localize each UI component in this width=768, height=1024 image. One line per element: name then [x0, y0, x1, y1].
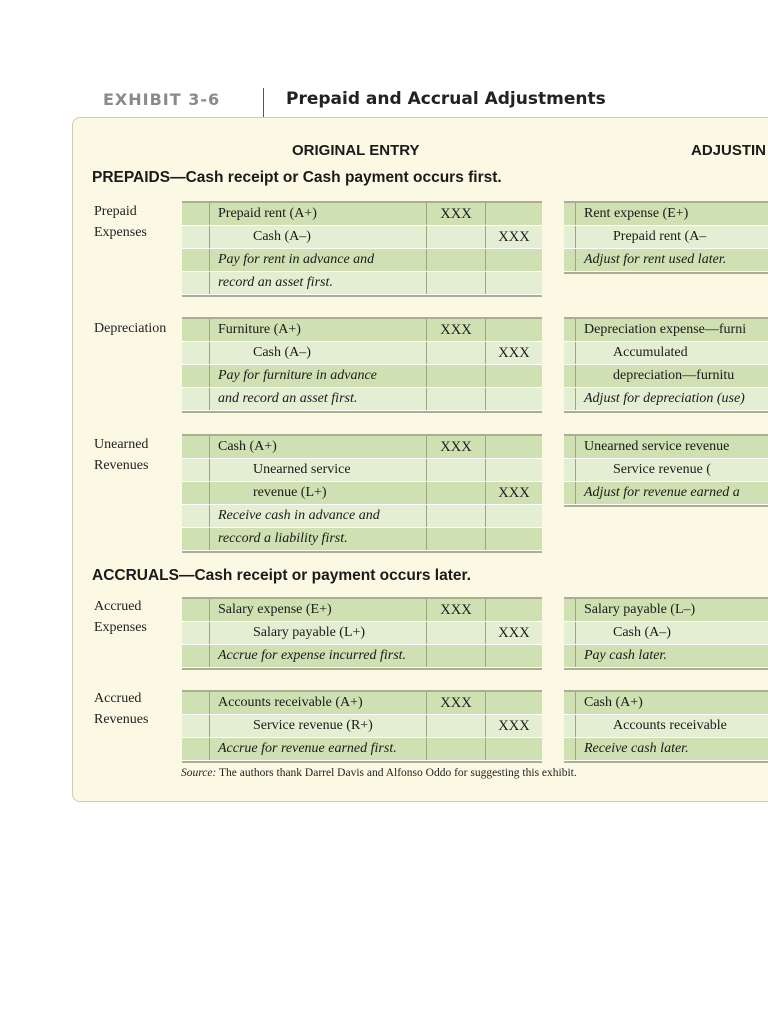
category-label-line: Expenses — [94, 620, 147, 635]
account-text-cell — [210, 482, 427, 504]
journal-line — [564, 319, 768, 342]
category-label-line: Revenues — [94, 712, 149, 727]
account-text: depreciation—furnitu — [613, 368, 735, 383]
account-text: Salary payable (L–) — [584, 602, 696, 617]
journal-line — [564, 388, 768, 411]
journal-line — [182, 436, 542, 459]
journal-line — [182, 645, 542, 668]
date-cell — [182, 388, 210, 410]
date-cell — [182, 319, 210, 341]
journal-line — [564, 436, 768, 459]
entry-category-label — [94, 201, 180, 243]
date-cell — [182, 459, 210, 481]
account-text-cell — [576, 388, 768, 410]
journal-line — [564, 226, 768, 249]
credit-amount-cell — [486, 459, 542, 481]
adjusting-entry-table — [564, 434, 768, 507]
adjusting-entry-table — [564, 201, 768, 274]
account-text-cell — [576, 692, 768, 714]
header-divider — [263, 88, 264, 118]
debit-amount-cell — [427, 505, 486, 527]
debit-amount-cell — [427, 692, 486, 714]
journal-line — [182, 692, 542, 715]
date-cell — [564, 599, 576, 621]
date-cell — [182, 342, 210, 364]
account-text-cell — [210, 599, 427, 621]
exhibit-panel — [72, 117, 768, 802]
entry-category-label — [94, 688, 180, 730]
account-text: Prepaid rent (A– — [613, 229, 707, 244]
account-text: Salary payable (L+) — [253, 625, 366, 640]
account-text-cell — [210, 692, 427, 714]
credit-amount-cell — [486, 203, 542, 225]
category-label-line: Unearned — [94, 437, 149, 452]
account-text-cell — [576, 226, 768, 248]
account-text: Depreciation expense—furni — [584, 322, 747, 337]
date-cell — [182, 365, 210, 387]
category-label-line: Accrued — [94, 691, 142, 706]
journal-line — [182, 272, 542, 295]
account-text: Service revenue ( — [613, 462, 711, 477]
journal-line — [182, 365, 542, 388]
date-cell — [182, 482, 210, 504]
date-cell — [182, 272, 210, 294]
debit-amount: XXX — [440, 602, 472, 618]
account-text-cell — [576, 622, 768, 644]
account-text: Pay for furniture in advance — [218, 368, 377, 383]
debit-amount-cell — [427, 599, 486, 621]
account-text-cell — [576, 459, 768, 481]
credit-amount-cell — [486, 645, 542, 667]
credit-amount-cell — [486, 272, 542, 294]
credit-amount-cell — [486, 249, 542, 271]
date-cell — [564, 459, 576, 481]
account-text-cell — [576, 482, 768, 504]
date-cell — [564, 226, 576, 248]
account-text: reccord a liability first. — [218, 531, 348, 546]
journal-line — [182, 738, 542, 761]
journal-line — [564, 715, 768, 738]
debit-amount-cell — [427, 272, 486, 294]
account-text-cell — [576, 203, 768, 225]
account-text-cell — [576, 249, 768, 271]
journal-line — [564, 342, 768, 365]
date-cell — [182, 622, 210, 644]
date-cell — [564, 715, 576, 737]
account-text: Accumulated — [613, 345, 688, 360]
date-cell — [564, 692, 576, 714]
debit-amount-cell — [427, 459, 486, 481]
debit-amount-cell — [427, 645, 486, 667]
debit-amount-cell — [427, 319, 486, 341]
debit-amount-cell — [427, 436, 486, 458]
account-text-cell — [576, 342, 768, 364]
exhibit-title: Prepaid and Accrual Adjustments — [286, 89, 606, 109]
account-text: Adjust for revenue earned a — [584, 485, 740, 500]
column-header-adjusting: ADJUSTIN — [691, 142, 767, 159]
journal-line — [182, 203, 542, 226]
credit-amount-cell — [486, 365, 542, 387]
journal-line — [182, 715, 542, 738]
account-text: Furniture (A+) — [218, 322, 301, 337]
account-text-cell — [210, 249, 427, 271]
journal-line — [564, 645, 768, 668]
account-text: Service revenue (R+) — [253, 718, 373, 733]
credit-amount-cell — [486, 482, 542, 504]
account-text: Rent expense (E+) — [584, 206, 689, 221]
date-cell — [182, 738, 210, 760]
debit-amount-cell — [427, 388, 486, 410]
account-text: Cash (A–) — [613, 625, 671, 640]
account-text-cell — [210, 319, 427, 341]
date-cell — [564, 319, 576, 341]
account-text-cell — [210, 203, 427, 225]
date-cell — [182, 249, 210, 271]
date-cell — [182, 692, 210, 714]
account-text-cell — [576, 715, 768, 737]
debit-amount-cell — [427, 528, 486, 550]
account-text-cell — [210, 738, 427, 760]
credit-amount: XXX — [498, 485, 530, 501]
account-text: Receive cash in advance and — [218, 508, 380, 523]
account-text-cell — [210, 365, 427, 387]
account-text: Unearned service revenue — [584, 439, 730, 454]
journal-line — [564, 622, 768, 645]
debit-amount: XXX — [440, 695, 472, 711]
credit-amount: XXX — [498, 625, 530, 641]
section-heading-prepaids: PREPAIDS—Cash receipt or Cash payment occurs first. — [92, 169, 502, 186]
entry-category-label — [94, 434, 180, 476]
account-text: Cash (A–) — [253, 229, 311, 244]
date-cell — [182, 599, 210, 621]
journal-line — [182, 319, 542, 342]
account-text-cell — [576, 599, 768, 621]
journal-line — [182, 388, 542, 411]
date-cell — [564, 203, 576, 225]
credit-amount-cell — [486, 226, 542, 248]
adjusting-entry-table — [564, 690, 768, 763]
account-text: Prepaid rent (A+) — [218, 206, 317, 221]
source-prefix: Source: — [181, 767, 217, 779]
exhibit-number: EXHIBIT 3-6 — [103, 90, 221, 109]
debit-amount-cell — [427, 365, 486, 387]
account-text-cell — [576, 645, 768, 667]
account-text: Unearned service — [253, 462, 351, 477]
journal-line — [564, 482, 768, 505]
original-entry-table — [182, 317, 542, 413]
date-cell — [182, 436, 210, 458]
credit-amount: XXX — [498, 229, 530, 245]
journal-line — [182, 249, 542, 272]
date-cell — [564, 738, 576, 760]
date-cell — [564, 388, 576, 410]
date-cell — [182, 505, 210, 527]
journal-line — [182, 482, 542, 505]
credit-amount-cell — [486, 622, 542, 644]
account-text-cell — [210, 226, 427, 248]
date-cell — [182, 528, 210, 550]
debit-amount-cell — [427, 226, 486, 248]
credit-amount-cell — [486, 715, 542, 737]
account-text: Cash (A+) — [584, 695, 643, 710]
account-text: Adjust for depreciation (use) — [584, 391, 745, 406]
date-cell — [182, 203, 210, 225]
account-text-cell — [576, 319, 768, 341]
date-cell — [182, 645, 210, 667]
date-cell — [564, 249, 576, 271]
section-heading-accruals: ACCRUALS—Cash receipt or payment occurs later. — [92, 567, 471, 584]
account-text: revenue (L+) — [253, 485, 327, 500]
account-text-cell — [576, 436, 768, 458]
journal-line — [182, 599, 542, 622]
date-cell — [182, 226, 210, 248]
debit-amount: XXX — [440, 322, 472, 338]
credit-amount-cell — [486, 528, 542, 550]
debit-amount: XXX — [440, 439, 472, 455]
journal-line — [182, 505, 542, 528]
journal-line — [564, 692, 768, 715]
journal-line — [182, 342, 542, 365]
debit-amount-cell — [427, 203, 486, 225]
date-cell — [564, 436, 576, 458]
account-text-cell — [210, 715, 427, 737]
journal-line — [182, 459, 542, 482]
account-text: Receive cash later. — [584, 741, 689, 756]
credit-amount: XXX — [498, 345, 530, 361]
account-text-cell — [210, 505, 427, 527]
account-text: Adjust for rent used later. — [584, 252, 727, 267]
account-text-cell — [210, 436, 427, 458]
date-cell — [564, 622, 576, 644]
credit-amount-cell — [486, 505, 542, 527]
account-text: Accounts receivable — [613, 718, 727, 733]
source-note — [181, 767, 577, 779]
source-text: The authors thank Darrel Davis and Alfonso Oddo for suggesting this exhibit. — [216, 767, 577, 779]
debit-amount-cell — [427, 482, 486, 504]
date-cell — [182, 715, 210, 737]
journal-line — [564, 365, 768, 388]
credit-amount-cell — [486, 436, 542, 458]
journal-line — [564, 599, 768, 622]
date-cell — [564, 645, 576, 667]
entry-category-label — [94, 318, 180, 339]
account-text-cell — [210, 459, 427, 481]
original-entry-table — [182, 690, 542, 763]
date-cell — [564, 342, 576, 364]
journal-line — [182, 528, 542, 551]
account-text: Accounts receivable (A+) — [218, 695, 363, 710]
account-text: record an asset first. — [218, 275, 333, 290]
credit-amount-cell — [486, 738, 542, 760]
column-header-original: ORIGINAL ENTRY — [292, 142, 420, 159]
debit-amount-cell — [427, 342, 486, 364]
adjusting-entry-table — [564, 317, 768, 413]
debit-amount-cell — [427, 715, 486, 737]
category-label-line: Depreciation — [94, 321, 167, 336]
credit-amount-cell — [486, 319, 542, 341]
category-label-line: Accrued — [94, 599, 142, 614]
account-text-cell — [576, 365, 768, 387]
account-text: Salary expense (E+) — [218, 602, 332, 617]
account-text-cell — [210, 528, 427, 550]
original-entry-table — [182, 597, 542, 670]
account-text: Accrue for expense incurred first. — [218, 648, 407, 663]
account-text: Pay for rent in advance and — [218, 252, 375, 267]
account-text-cell — [576, 738, 768, 760]
account-text-cell — [210, 622, 427, 644]
entry-category-label — [94, 596, 180, 638]
credit-amount-cell — [486, 599, 542, 621]
journal-line — [564, 203, 768, 226]
journal-line — [564, 249, 768, 272]
journal-line — [564, 459, 768, 482]
debit-amount-cell — [427, 738, 486, 760]
debit-amount-cell — [427, 622, 486, 644]
account-text: Accrue for revenue earned first. — [218, 741, 397, 756]
category-label-line: Expenses — [94, 225, 147, 240]
credit-amount-cell — [486, 342, 542, 364]
credit-amount-cell — [486, 388, 542, 410]
journal-line — [182, 622, 542, 645]
date-cell — [564, 482, 576, 504]
account-text-cell — [210, 272, 427, 294]
account-text: Pay cash later. — [584, 648, 667, 663]
original-entry-table — [182, 434, 542, 553]
date-cell — [564, 365, 576, 387]
account-text: Cash (A+) — [218, 439, 277, 454]
account-text-cell — [210, 645, 427, 667]
account-text: Cash (A–) — [253, 345, 311, 360]
credit-amount: XXX — [498, 718, 530, 734]
journal-line — [182, 226, 542, 249]
adjusting-entry-table — [564, 597, 768, 670]
category-label-line: Revenues — [94, 458, 149, 473]
account-text: and record an asset first. — [218, 391, 358, 406]
debit-amount: XXX — [440, 206, 472, 222]
credit-amount-cell — [486, 692, 542, 714]
account-text-cell — [210, 388, 427, 410]
debit-amount-cell — [427, 249, 486, 271]
journal-line — [564, 738, 768, 761]
category-label-line: Prepaid — [94, 204, 137, 219]
original-entry-table — [182, 201, 542, 297]
account-text-cell — [210, 342, 427, 364]
